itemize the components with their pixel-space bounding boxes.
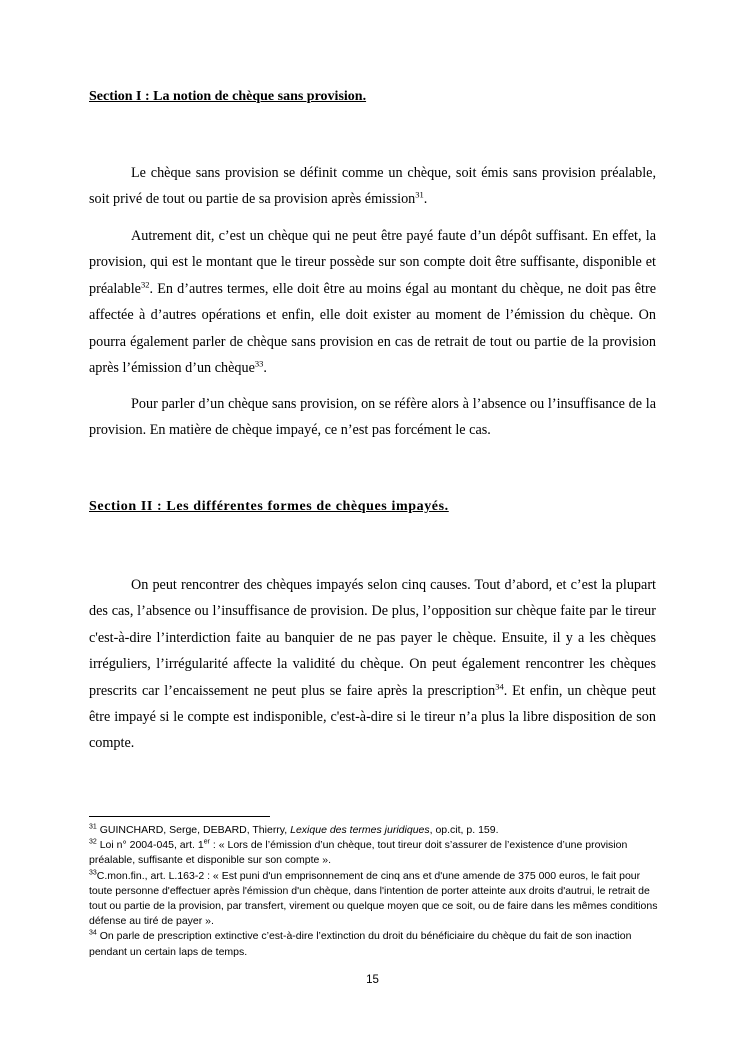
- footnote-number: 31: [89, 823, 97, 831]
- paragraph-text: . Et enfin, un chèque peut être impayé si le compte est indisponible, c'est-à-dire si le tireur n’a plus la libre disposition de son compte.: [89, 682, 656, 752]
- footnote-number: 32: [89, 838, 97, 846]
- footnote-ref-31[interactable]: 31: [415, 189, 424, 200]
- footnote-31: [89, 823, 661, 838]
- page-number: 15: [366, 974, 379, 986]
- footnote-italic-title: Lexique des termes juridiques: [290, 824, 430, 836]
- footnote-text: Loi n° 2004-045, art. 1: [96, 839, 204, 852]
- paragraph-text: . En d’autres termes, elle doit être au moins égal au montant du chèque, ne doit pas être affectée à d’autres opérations et enfin, elle doit exister au moment de l’émission du chèque. On pourra également parler de chèque sans provision en cas de retrait de tout ou partie de la provision après l’émission d’un chèque: [89, 280, 656, 377]
- footnote-34: [89, 929, 661, 959]
- footnotes: [89, 823, 661, 960]
- footnote-number: 34: [89, 929, 97, 937]
- footnote-ref-33[interactable]: 33: [254, 358, 264, 369]
- footnote-ref-32[interactable]: 32: [140, 279, 150, 290]
- section-2-heading: Section II : Les différentes formes de chèques impayés.: [89, 499, 449, 514]
- footnote-text: C.mon.fin., art. L.163-2 : « Est puni d'un emprisonnement de cinq ans et d'une amende de 375 000 euros, le fait pour toute personne d'effectuer après l'émission d'un chèque, dans l'intention de porter atteinte aux droits d'autrui, le retrait de tout ou partie de la provision, par transfert, virement ou quelque moyen que ce soit, ou de faire dans les mêmes conditions défense au tiré de payer ».: [89, 869, 658, 928]
- footnote-number: 33: [89, 869, 97, 877]
- section-1-paragraph-2: [89, 223, 656, 381]
- footnote-separator: [89, 816, 270, 817]
- footnote-superscript: er: [203, 838, 210, 846]
- footnote-text: : « Lors de l’émission d’un chèque, tout tireur doit s’assurer de l’existence d’une provision préalable, suffisante et disponible sur son compte ».: [89, 839, 628, 867]
- footnote-ref-34[interactable]: 34: [495, 680, 504, 691]
- paragraph-text: Autrement dit, c’est un chèque qui ne peut être payé faute d’un dépôt suffisant. En effet, la provision, qui est le montant que le tireur possède sur son compte doit être suffisante, disponible et préalable: [89, 228, 656, 297]
- section-1-paragraph-3: Pour parler d’un chèque sans provision, on se réfère alors à l’absence ou l’insuffisance de la provision. En matière de chèque impayé, ce n’est pas forcément le cas.: [89, 396, 656, 439]
- section-1-heading: Section I : La notion de chèque sans provision.: [89, 89, 367, 104]
- paragraph-text: Le chèque sans provision se définit comme un chèque, soit émis sans provision préalable, soit privé de tout ou partie de sa provision après émission: [89, 165, 656, 208]
- footnote-text: On parle de prescription extinctive c’est-à-dire l’extinction du droit du bénéficiaire du chèque du fait de son inaction pendant un certain laps de temps.: [89, 930, 632, 958]
- section-1-paragraph-1: [89, 160, 656, 213]
- footnote-text: GUINCHARD, Serge, DEBARD, Thierry,: [96, 824, 291, 836]
- paragraph-text: .: [423, 191, 428, 208]
- footnote-32: [89, 838, 661, 868]
- footnote-33: [89, 869, 661, 930]
- paragraph-text: .: [263, 360, 267, 377]
- section-2-paragraph-1: [89, 572, 656, 757]
- footnote-text: , op.cit, p. 159.: [429, 824, 499, 836]
- paragraph-text: On peut rencontrer des chèques impayés selon cinq causes. Tout d’abord, et c’est la plupart des cas, l’absence ou l’insuffisance de provision. De plus, l’opposition sur chèque faite par le tireur c'est-à-dire l’interdiction faite au banquier de ne pas payer le chèque. Ensuite, il y a les chèques irréguliers, l’irrégularité affecte la validité du chèque. On peut également rencontrer les chèques prescrits car l’encaissement ne peut plus se faire après la prescription: [89, 577, 656, 699]
